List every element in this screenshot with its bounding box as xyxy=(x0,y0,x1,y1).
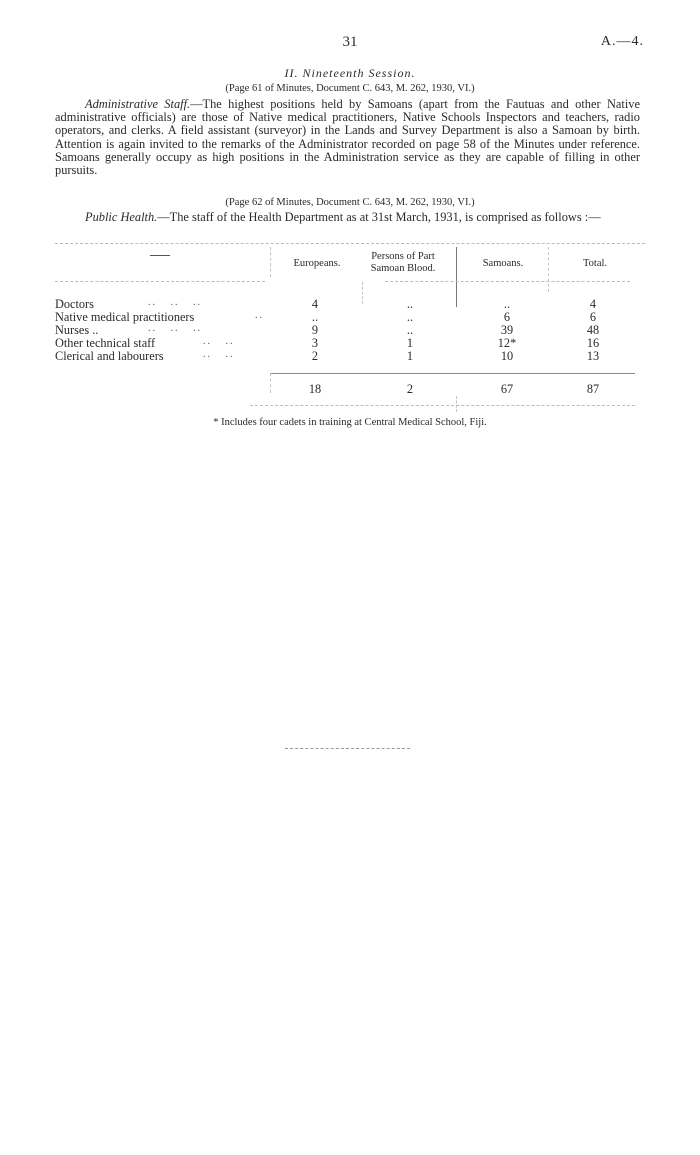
leader-dots: .. xyxy=(255,310,264,321)
leader-dots: .. .. xyxy=(203,336,235,347)
cell-part-samoan: 1 xyxy=(406,349,414,363)
cell-part-samoan: .. xyxy=(406,323,414,337)
column-divider xyxy=(548,247,549,292)
leader-dots: .. .. .. xyxy=(148,323,202,334)
header-bottom-rule xyxy=(55,281,265,282)
cell-samoans: 39 xyxy=(500,323,514,337)
header-part-samoan-line1: Persons of Part xyxy=(371,251,435,262)
document-reference: A.—4. xyxy=(600,34,644,49)
row-label: Clerical and labourers xyxy=(55,349,164,363)
totals-row xyxy=(55,382,645,396)
stub-dash xyxy=(150,255,170,256)
cell-total: 16 xyxy=(586,336,600,350)
public-health-paragraph xyxy=(55,211,640,224)
leader-dots: .. .. .. xyxy=(148,297,202,308)
cell-total: 4 xyxy=(589,297,597,311)
minutes-citation-2: (Page 62 of Minutes, Document C. 643, M. 262, 1930, VI.) xyxy=(225,197,475,208)
table-footnote: * Includes four cadets in training at Central Medical School, Fiji. xyxy=(213,417,487,428)
cell-europeans: .. xyxy=(311,310,319,324)
column-divider xyxy=(270,247,271,277)
cell-total: 13 xyxy=(586,349,600,363)
table-top-rule xyxy=(55,243,645,244)
paragraph-lead: Public Health. xyxy=(85,210,158,224)
table-bottom-rule xyxy=(250,405,635,406)
cell-part-samoan: 1 xyxy=(406,336,414,350)
end-rule xyxy=(285,748,410,749)
cell-europeans: 3 xyxy=(311,336,319,350)
cell-samoans: 12* xyxy=(497,336,517,350)
cell-europeans: 2 xyxy=(311,349,319,363)
cell-samoans: .. xyxy=(503,297,511,311)
total-samoans: 67 xyxy=(500,382,514,396)
column-divider xyxy=(456,396,457,412)
paragraph-text: —The staff of the Health Department as at 31st March, 1931, is comprised as follows :— xyxy=(157,210,601,224)
total-europeans: 18 xyxy=(308,382,322,396)
cell-samoans: 6 xyxy=(503,310,511,324)
cell-total: 48 xyxy=(586,323,600,337)
header-bottom-rule xyxy=(385,281,630,282)
administrative-staff-paragraph xyxy=(55,98,640,177)
header-samoans: Samoans. xyxy=(482,258,524,269)
cell-samoans: 10 xyxy=(500,349,514,363)
totals-rule xyxy=(270,373,635,374)
header-europeans: Europeans. xyxy=(293,258,341,269)
paragraph-text: —The highest positions held by Samoans (apart from the Fautuas and other Native administrative officials) are those of Native medical practitioners, Native Schools Inspectors and teachers, radio operators, and clerks. A field assistant (surveyor) in the Lands and Survey Department is also a Samoan by birth. Attention is again invited to the remarks of the Administrator recorded on page 58 of the Minutes under reference. Samoans generally occupy as high positions in the Administration service as they are capable of filling in other pursuits. xyxy=(55,97,640,178)
page-number: 31 xyxy=(342,34,358,50)
minutes-citation-1: (Page 61 of Minutes, Document C. 643, M. 262, 1930, VI.) xyxy=(225,83,475,94)
cell-total: 6 xyxy=(589,310,597,324)
total-part-samoan: 2 xyxy=(406,382,414,396)
table-row xyxy=(55,349,645,362)
row-label: Doctors xyxy=(55,297,94,311)
total-total: 87 xyxy=(586,382,600,396)
row-label: Other technical staff xyxy=(55,336,156,350)
cell-europeans: 9 xyxy=(311,323,319,337)
leader-dots: .. .. xyxy=(203,349,235,360)
cell-europeans: 4 xyxy=(311,297,319,311)
section-title: II. Nineteenth Session. xyxy=(284,66,416,80)
header-part-samoan-line2: Samoan Blood. xyxy=(370,263,436,274)
paragraph-lead: Administrative Staff. xyxy=(85,97,191,111)
cell-part-samoan: .. xyxy=(406,297,414,311)
table-row xyxy=(55,310,645,323)
table-row xyxy=(55,336,645,349)
row-label: Nurses .. xyxy=(55,323,99,337)
cell-part-samoan: .. xyxy=(406,310,414,324)
row-label: Native medical practitioners xyxy=(55,310,195,324)
table-row xyxy=(55,323,645,336)
table-row xyxy=(55,297,645,310)
header-total: Total. xyxy=(582,258,608,269)
